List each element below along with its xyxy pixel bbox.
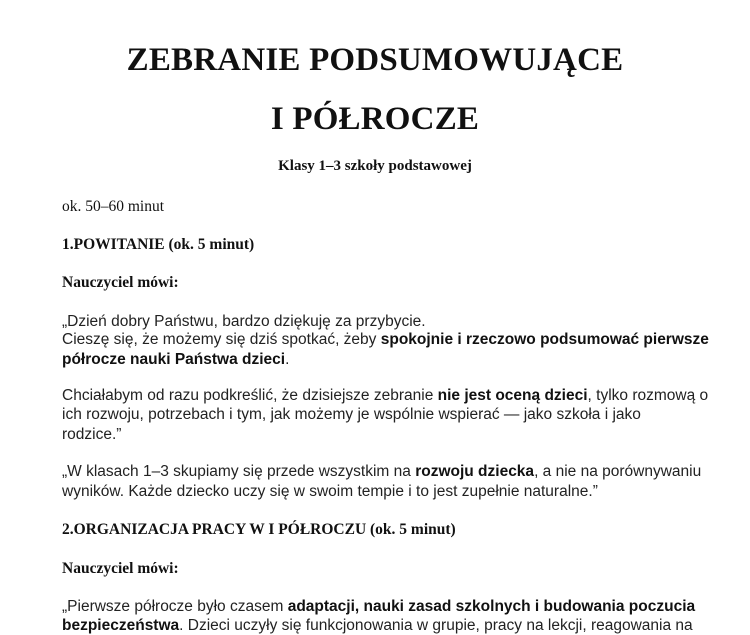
paragraph-3-line-1	[62, 463, 701, 481]
emphasis-text: adaptacji, nauki zasad szkolnych i budowania poczucia	[287, 598, 696, 615]
duration-text: ok. 50–60 minut	[62, 198, 165, 215]
paragraph-2-line-3: rodzice.”	[62, 426, 122, 443]
paragraph-2-line-2: ich rozwoju, potrzebach i tym, jak możemy je wspólnie wspierać — jako szkoła i jako	[62, 406, 641, 423]
text-run: , tylko rozmową o	[587, 387, 709, 404]
paragraph-3-line-2: wyników. Każde dziecko uczy się w swoim tempie i to jest zupełnie naturalne.”	[62, 483, 598, 500]
teacher-says-label-1: Nauczyciel mówi:	[62, 274, 179, 291]
document-title-line1: ZEBRANIE PODSUMOWUJĄCE	[126, 42, 624, 78]
text-run: .	[285, 351, 290, 368]
text-run: „W klasach 1–3 skupiamy się przede wszystkim na	[62, 463, 416, 480]
paragraph-2-line-1	[62, 387, 708, 405]
paragraph-4-line-2	[62, 617, 693, 635]
emphasis-text: półrocze nauki Państwa dzieci	[62, 351, 286, 368]
document-title-line2: I PÓŁROCZE	[270, 101, 480, 137]
emphasis-text: nie jest oceną dzieci	[437, 387, 588, 404]
paragraph-4-line-1	[62, 598, 695, 616]
text-run: Cieszę się, że możemy się dziś spotkać, żeby	[62, 331, 381, 348]
text-run: . Dzieci uczyły się funkcjonowania w grupie, pracy na lekcji, reagowania na	[179, 617, 693, 634]
text-run: „Pierwsze półrocze było czasem	[62, 598, 288, 615]
document-subtitle: Klasy 1–3 szkoły podstawowej	[278, 158, 472, 174]
teacher-says-label-2: Nauczyciel mówi:	[62, 560, 179, 577]
section-heading-2: 2.ORGANIZACJA PRACY W I PÓŁROCZU (ok. 5 minut)	[62, 521, 456, 538]
paragraph-1-line-3	[62, 351, 289, 369]
emphasis-text: rozwoju dziecka	[415, 463, 535, 480]
text-run: , a nie na porównywaniu	[534, 463, 702, 480]
emphasis-text: bezpieczeństwa	[62, 617, 180, 634]
section-heading-1: 1.POWITANIE (ok. 5 minut)	[62, 236, 255, 253]
emphasis-text: spokojnie i rzeczowo podsumować pierwsze	[380, 331, 709, 348]
paragraph-1-line-2	[62, 331, 709, 349]
paragraph-1-line-1: „Dzień dobry Państwu, bardzo dziękuję za przybycie.	[62, 313, 426, 330]
text-run: Chciałabym od razu podkreślić, że dzisiejsze zebranie	[62, 387, 438, 404]
